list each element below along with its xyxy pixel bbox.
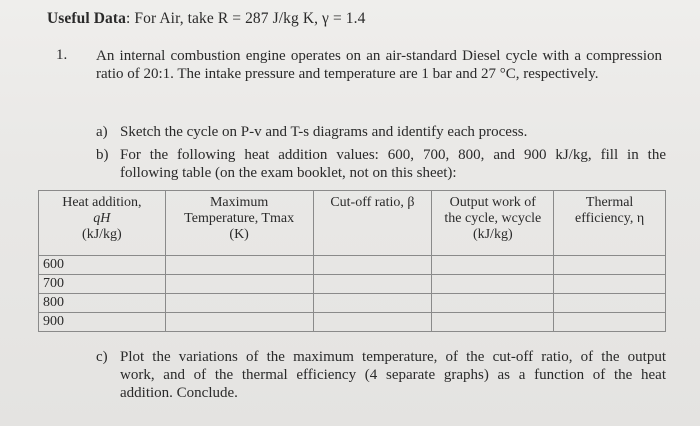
table-row	[39, 275, 666, 294]
cell-max-temperature	[165, 275, 313, 294]
cell-cutoff-ratio	[313, 313, 432, 332]
part-c-text-line-2: work, and of the thermal efficiency (4 separate graphs) as a function of the heat	[120, 367, 666, 383]
part-b-text-line-1: For the following heat addition values: 600, 700, 800, and 900 kJ/kg, fill in the	[120, 147, 666, 163]
header-heat-addition: Heat addition, qH (kJ/kg)	[39, 191, 166, 256]
part-b-label: b)	[96, 147, 109, 163]
cell-output-work	[432, 256, 554, 275]
part-a-text: Sketch the cycle on P-v and T-s diagrams and identify each process.	[120, 124, 528, 140]
cell-output-work	[432, 294, 554, 313]
useful-data-label: Useful Data	[47, 10, 127, 27]
question-number: 1.	[56, 47, 68, 63]
useful-data-text: : For Air, take R = 287 J/kg K, γ = 1.4	[126, 10, 366, 27]
cell-heat-addition: 600	[39, 256, 166, 275]
cell-heat-addition: 800	[39, 294, 166, 313]
table-row	[39, 313, 666, 332]
header-max-temperature: Maximum Temperature, Tmax (K)	[165, 191, 313, 256]
cell-cutoff-ratio	[313, 275, 432, 294]
results-table	[38, 190, 666, 332]
part-c-text-line-3: addition. Conclude.	[120, 385, 238, 401]
cell-max-temperature	[165, 313, 313, 332]
cell-thermal-efficiency	[554, 275, 666, 294]
cell-output-work	[432, 313, 554, 332]
cell-thermal-efficiency	[554, 294, 666, 313]
header-thermal-efficiency: Thermal efficiency, η	[554, 191, 666, 256]
cell-max-temperature	[165, 256, 313, 275]
part-c	[96, 348, 666, 402]
cell-max-temperature	[165, 294, 313, 313]
part-b	[96, 146, 666, 182]
header-cutoff-ratio: Cut-off ratio, β	[313, 191, 432, 256]
table-header-row	[39, 191, 666, 256]
header-output-work: Output work of the cycle, wcycle (kJ/kg)	[432, 191, 554, 256]
table-row	[39, 256, 666, 275]
cell-thermal-efficiency	[554, 313, 666, 332]
cell-output-work	[432, 275, 554, 294]
part-a-label: a)	[96, 124, 108, 140]
useful-data-line	[47, 10, 365, 28]
cell-thermal-efficiency	[554, 256, 666, 275]
cell-cutoff-ratio	[313, 256, 432, 275]
part-b-text-line-2: following table (on the exam booklet, not on this sheet):	[120, 165, 457, 181]
part-a	[96, 123, 666, 141]
part-c-label: c)	[96, 349, 108, 365]
question-text: An internal combustion engine operates on an air-standard Diesel cycle with a compression ratio of 20:1. The intake pressure and temperature are 1 bar and 27 °C, respectively.	[96, 48, 662, 82]
cell-heat-addition: 900	[39, 313, 166, 332]
part-c-text-line-1: Plot the variations of the maximum temperature, of the cut-off ratio, of the output	[120, 349, 666, 365]
cell-cutoff-ratio	[313, 294, 432, 313]
cell-heat-addition: 700	[39, 275, 166, 294]
table-row	[39, 294, 666, 313]
